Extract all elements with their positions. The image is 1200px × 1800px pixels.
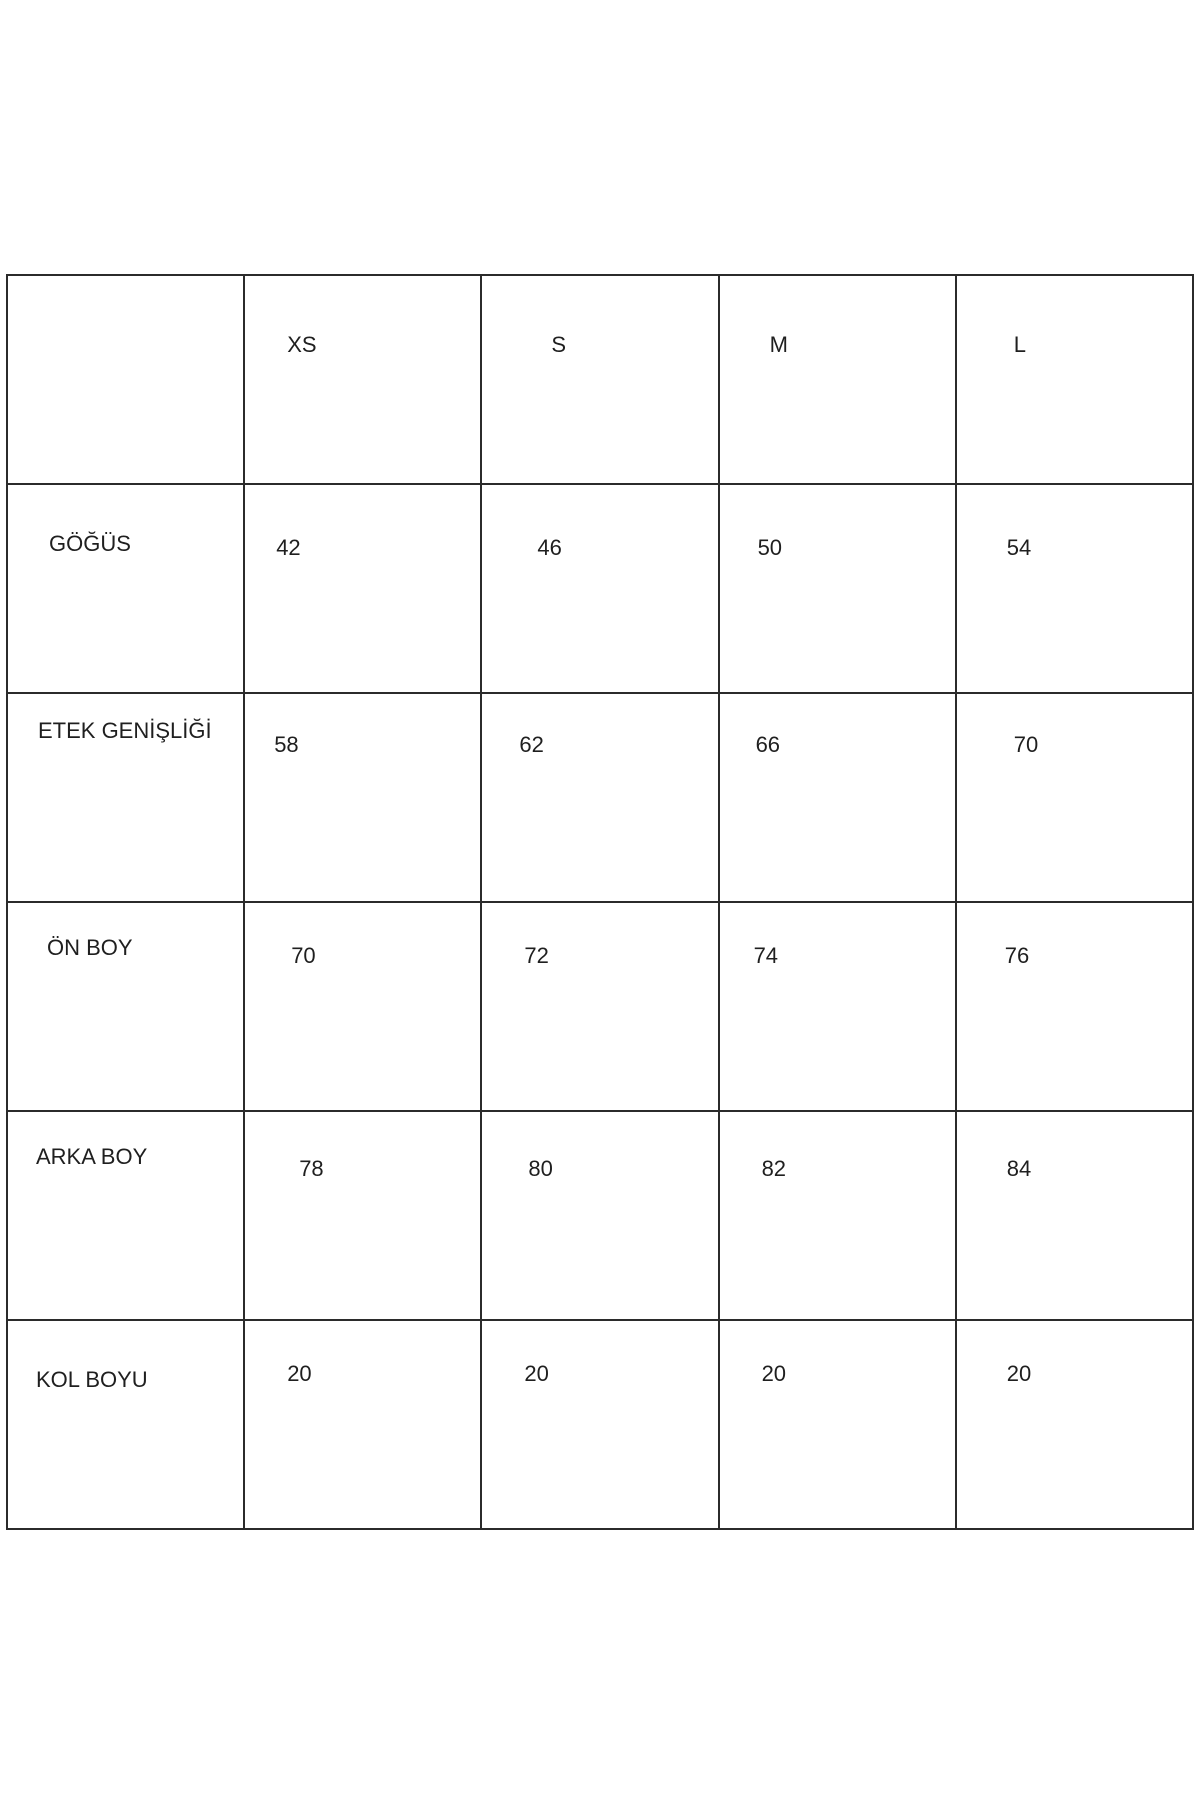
cell-value: 62: [519, 732, 544, 757]
cell-value: 54: [1006, 535, 1032, 560]
value-cell: [244, 1111, 481, 1320]
table-row: [7, 693, 1193, 902]
row-label: GÖĞÜS: [49, 531, 131, 556]
cell-value: 42: [276, 535, 301, 560]
value-cell: [719, 1111, 956, 1320]
cell-value: 74: [753, 943, 779, 968]
cell-value: 58: [274, 732, 299, 757]
value-cell: [719, 484, 956, 693]
cell-value: 20: [524, 1361, 549, 1386]
value-cell: [481, 1111, 718, 1320]
cell-value: 20: [287, 1361, 312, 1386]
cell-value: 82: [761, 1156, 787, 1181]
row-label: ÖN BOY: [47, 935, 133, 960]
table-row: [7, 1111, 1193, 1320]
value-cell: [956, 1320, 1193, 1529]
value-cell: [481, 693, 718, 902]
row-label-cell: [7, 1320, 244, 1529]
value-cell: [244, 1320, 481, 1529]
value-cell: [719, 902, 956, 1111]
value-cell: [956, 1111, 1193, 1320]
value-cell: [719, 1320, 956, 1529]
value-cell: [244, 484, 481, 693]
cell-value: 20: [761, 1361, 787, 1386]
value-cell: [481, 1320, 718, 1529]
table-row: [7, 902, 1193, 1111]
row-label-cell: [7, 484, 244, 693]
size-label: L: [1013, 332, 1026, 357]
value-cell: [719, 693, 956, 902]
row-label-cell: [7, 1111, 244, 1320]
value-cell: [481, 902, 718, 1111]
size-chart-table: [6, 274, 1194, 1530]
value-cell: [244, 693, 481, 902]
row-label: ARKA BOY: [36, 1144, 148, 1169]
cell-value: 72: [524, 943, 549, 968]
value-cell: [956, 693, 1193, 902]
size-label: M: [769, 332, 788, 357]
value-cell: [244, 902, 481, 1111]
row-label: KOL BOYU: [36, 1367, 148, 1392]
cell-value: 50: [757, 535, 783, 560]
value-cell: [956, 902, 1193, 1111]
header-cell-m: [719, 275, 956, 484]
cell-value: 46: [537, 535, 562, 560]
row-label-cell: [7, 693, 244, 902]
table-header-row: [7, 275, 1193, 484]
cell-value: 70: [1013, 732, 1039, 757]
cell-value: 20: [1006, 1361, 1032, 1386]
header-cell-l: [956, 275, 1193, 484]
size-label: S: [551, 332, 567, 357]
row-label: ETEK GENİŞLİĞİ: [38, 718, 212, 743]
size-label: XS: [287, 332, 317, 357]
value-cell: [481, 484, 718, 693]
header-cell-xs: [244, 275, 481, 484]
cell-value: 70: [291, 943, 316, 968]
cell-value: 66: [755, 732, 781, 757]
header-cell-s: [481, 275, 718, 484]
cell-value: 78: [299, 1156, 324, 1181]
corner-cell: [7, 275, 244, 484]
cell-value: 84: [1006, 1156, 1032, 1181]
value-cell: [956, 484, 1193, 693]
table-row: [7, 484, 1193, 693]
cell-value: 76: [1004, 943, 1030, 968]
row-label-cell: [7, 902, 244, 1111]
cell-value: 80: [528, 1156, 553, 1181]
table-row: [7, 1320, 1193, 1529]
